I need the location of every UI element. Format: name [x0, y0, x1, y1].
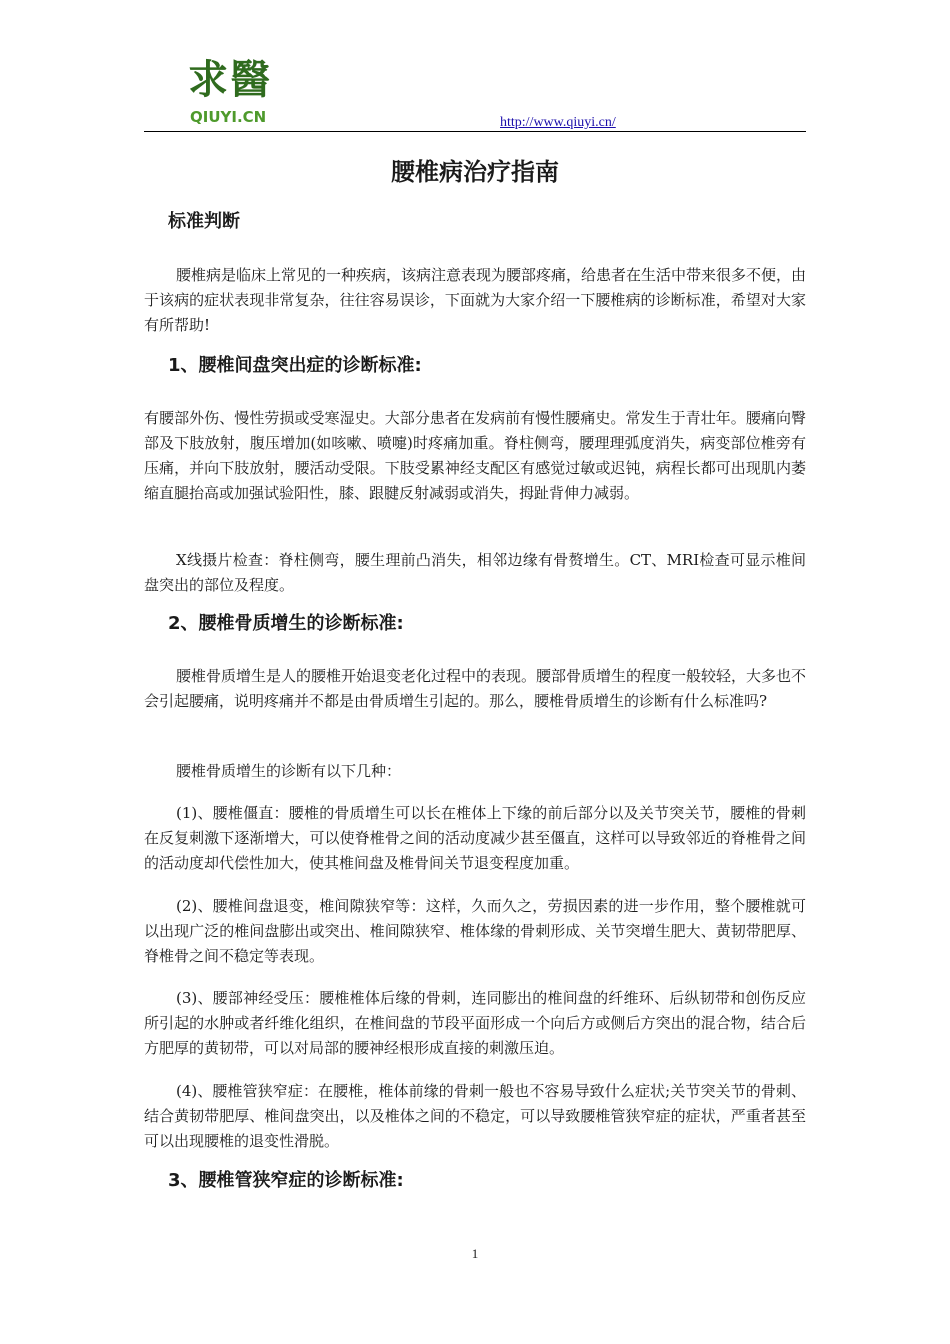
- section-2-item-3: (3)、腰部神经受压：腰椎椎体后缘的骨刺，连同膨出的椎间盘的纤维环、后纵韧带和创伤反应所引起的水肿或者纤维化组织，在椎间盘的节段平面形成一个向后方或侧后方突出的混合物，结合后方肥厚的黄韧带，可以对局部的腰神经根形成直接的刺激压迫。: [144, 989, 806, 1057]
- qiuyi-logo[interactable]: [188, 58, 280, 128]
- section-1-paragraph-2: X线摄片检查：脊柱侧弯，腰生理前凸消失，相邻边缘有骨赘增生。CT、MRI检查可显示椎间盘突出的部位及程度。: [144, 551, 806, 594]
- section-heading-3: 3、腰椎管狭窄症的诊断标准:: [168, 1170, 404, 1191]
- section-2-item-1: (1)、腰椎僵直：腰椎的骨质增生可以长在椎体上下缘的前后部分以及关节突关节，腰椎的骨刺在反复刺激下逐渐增大，可以使脊椎骨之间的活动度减少甚至僵直，这样可以导致邻近的脊椎骨之间的活动度却代偿性加大，使其椎间盘及椎骨间关节退变程度加重。: [144, 804, 806, 872]
- site-url-link[interactable]: http://www.qiuyi.cn/: [500, 115, 616, 130]
- section-1-paragraph-1: 有腰部外伤、慢性劳损或受寒湿史。大部分患者在发病前有慢性腰痛史。常发生于青壮年。腰痛向臀部及下肢放射，腹压增加(如咳嗽、喷嚏)时疼痛加重。脊柱侧弯，腰理理弧度消失，病变部位椎旁有压痛，并向下肢放射，腰活动受限。下肢受累神经支配区有感觉过敏或迟钝，病程长都可出现肌内萎缩直腿抬高或加强试验阳性，膝、跟腱反射减弱或消失，拇趾背伸力减弱。: [144, 409, 806, 502]
- document-title: 腰椎病治疗指南: [391, 158, 559, 186]
- logo-english-text: QIUYI.CN: [190, 108, 267, 126]
- section-heading-1: 1、腰椎间盘突出症的诊断标准:: [168, 355, 422, 376]
- section-2-paragraph-2: 腰椎骨质增生的诊断有以下几种：: [176, 762, 402, 780]
- section-label: 标准判断: [168, 211, 240, 232]
- section-2-paragraph-1: 腰椎骨质增生是人的腰椎开始退变老化过程中的表现。腰部骨质增生的程度一般较轻，大多也不会引起腰痛，说明疼痛并不都是由骨质增生引起的。那么，腰椎骨质增生的诊断有什么标准吗?: [144, 667, 807, 710]
- header-divider: [144, 131, 806, 132]
- intro-paragraph: 腰椎病是临床上常见的一种疾病，该病注意表现为腰部疼痛，给患者在生活中带来很多不便，由于该病的症状表现非常复杂，往往容易误诊，下面就为大家介绍一下腰椎病的诊断标准，希望对大家有所帮助!: [144, 266, 807, 334]
- logo-chinese-text: 求醫: [188, 56, 272, 103]
- section-heading-2: 2、腰椎骨质增生的诊断标准:: [168, 613, 404, 634]
- page-number: 1: [471, 1246, 479, 1261]
- section-2-item-4: (4)、腰椎管狭窄症：在腰椎，椎体前缘的骨刺一般也不容易导致什么症状;关节突关节的骨刺、结合黄韧带肥厚、椎间盘突出，以及椎体之间的不稳定，可以导致腰椎管狭窄症的症状，严重者甚至可以出现腰椎的退变性滑脱。: [144, 1082, 806, 1150]
- page-header: [144, 58, 806, 134]
- section-2-item-2: (2)、腰椎间盘退变，椎间隙狭窄等：这样，久而久之，劳损因素的进一步作用，整个腰椎就可以出现广泛的椎间盘膨出或突出、椎间隙狭窄、椎体缘的骨刺形成、关节突增生肥大、黄韧带肥厚、脊椎骨之间不稳定等表现。: [144, 897, 806, 965]
